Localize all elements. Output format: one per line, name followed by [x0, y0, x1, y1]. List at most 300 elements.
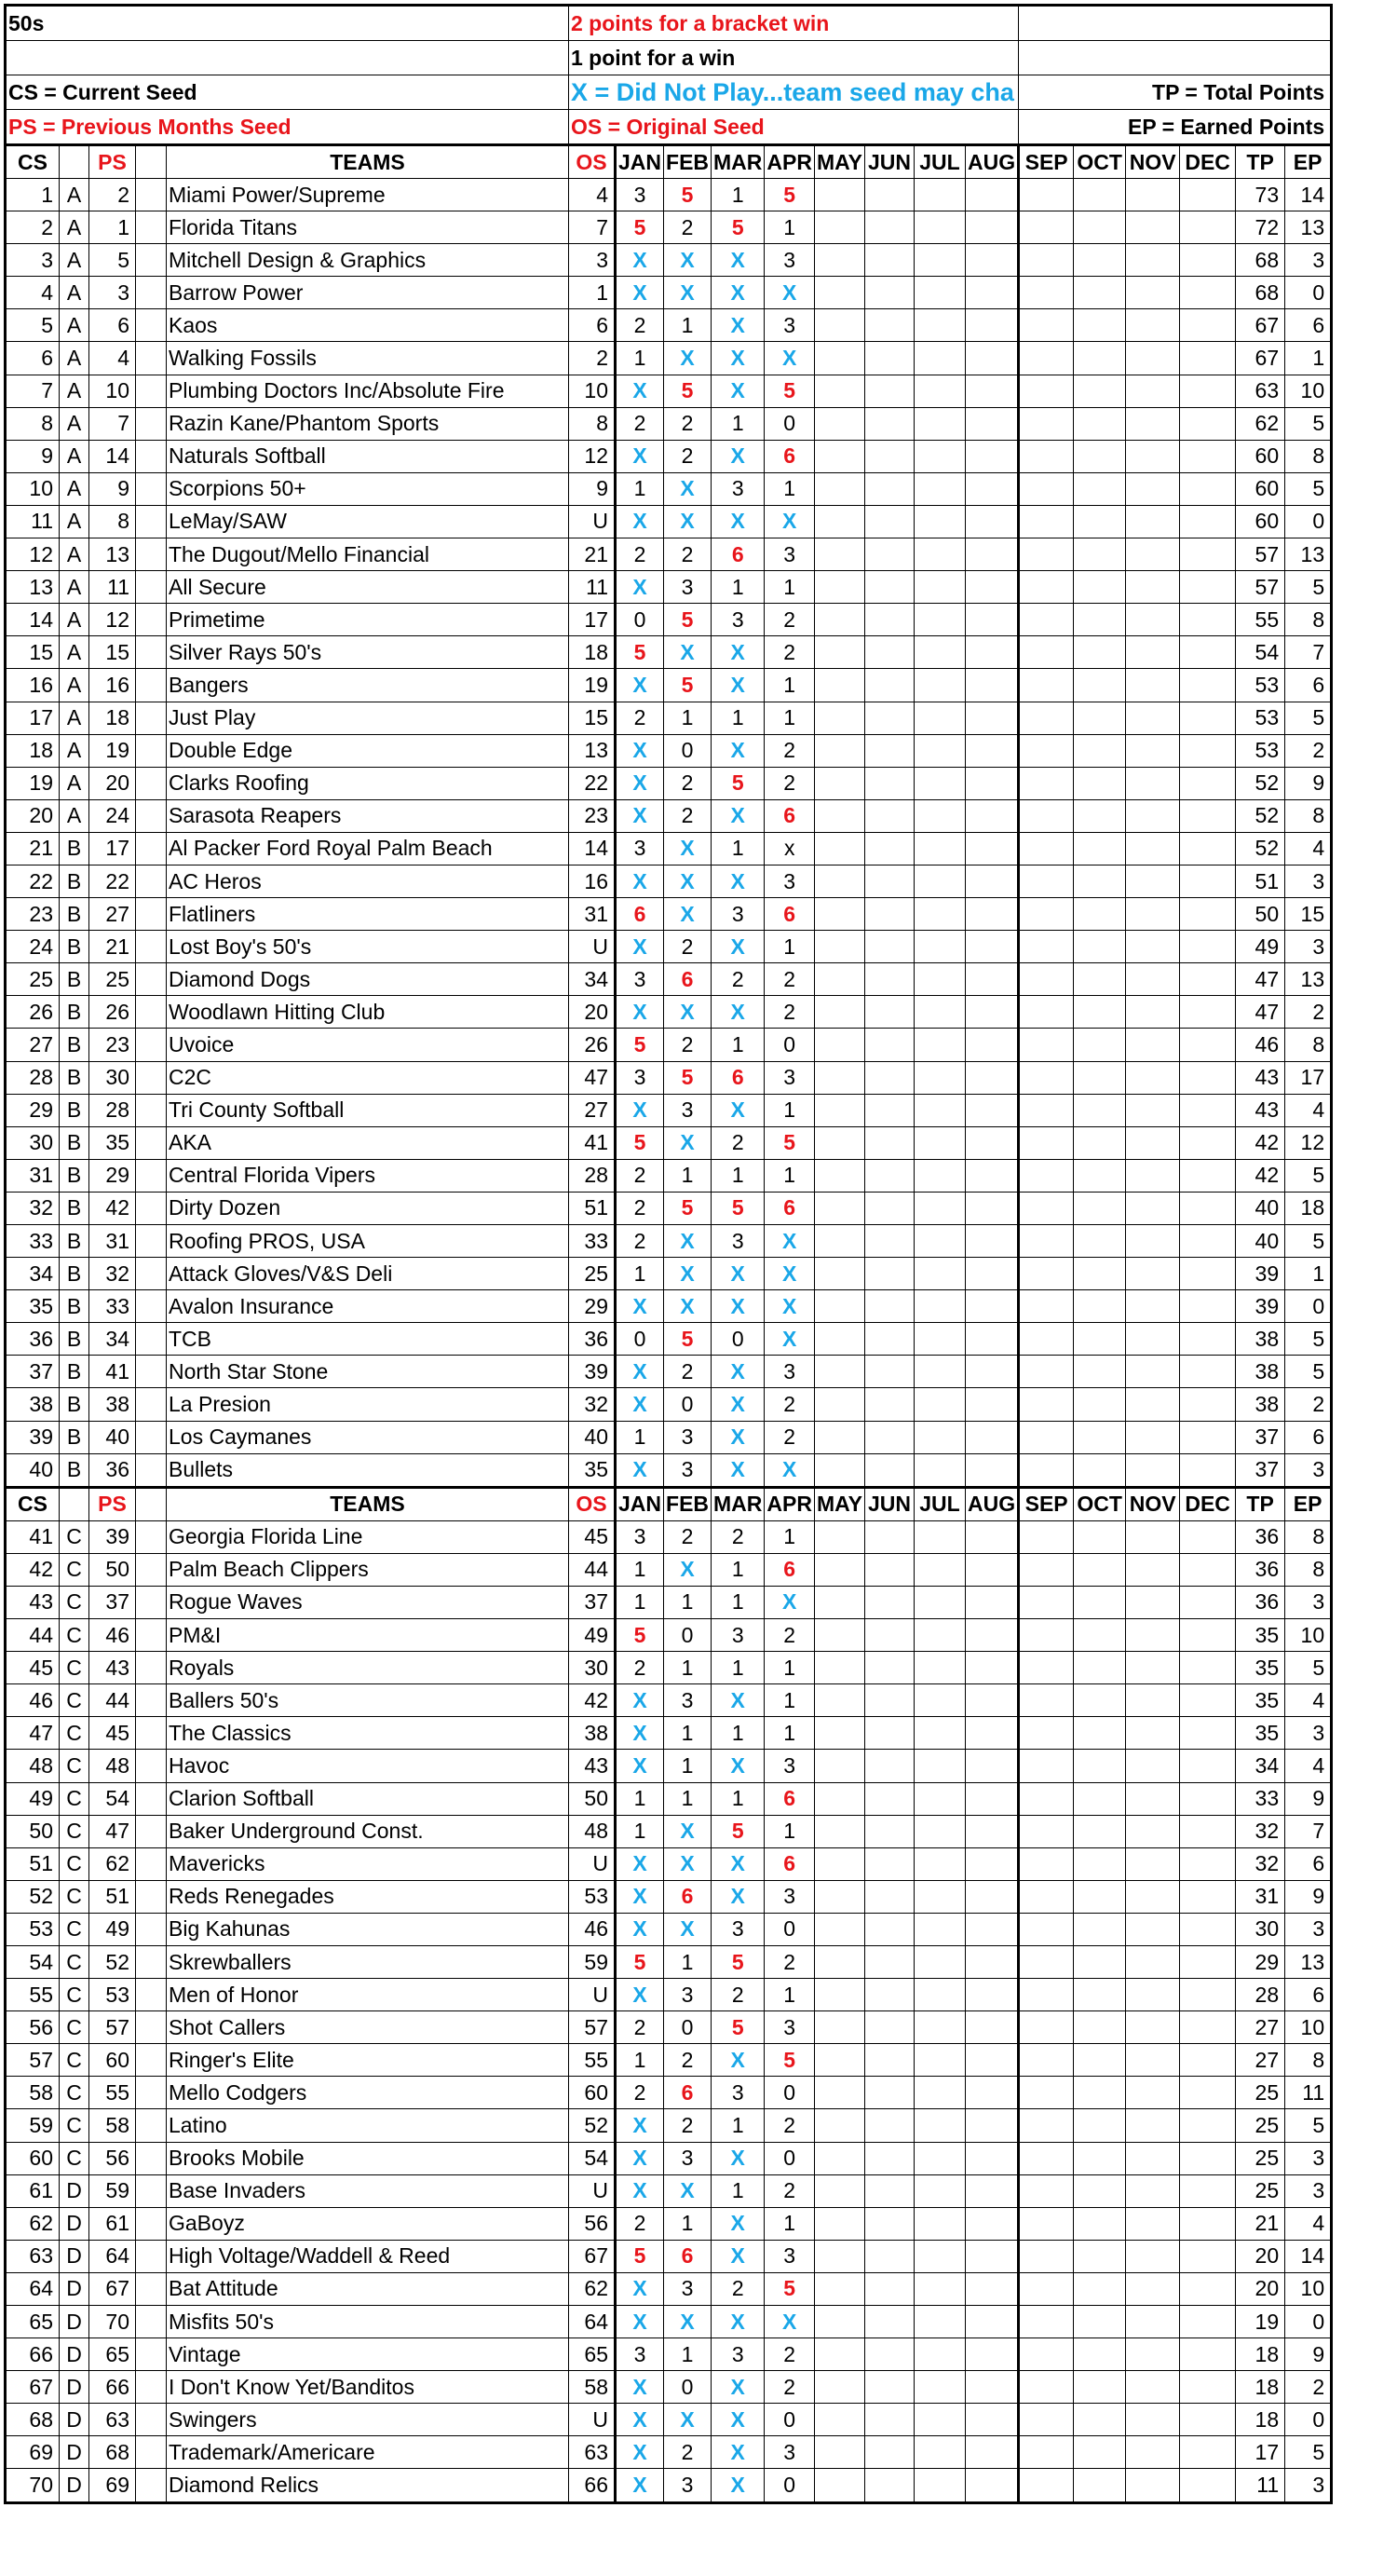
cell-ps: 60 [89, 2044, 136, 2077]
cell-apr: 2 [765, 2109, 815, 2142]
cell-ps: 31 [89, 1225, 136, 1258]
cell-apr: 1 [765, 1979, 815, 2011]
cell-oct [1074, 702, 1126, 734]
cell-sep [1019, 2371, 1074, 2404]
table-row [6, 1258, 1332, 1290]
cell-ep: 3 [1285, 1717, 1332, 1750]
cell-blank [136, 277, 167, 309]
table-row [6, 1945, 1332, 1978]
cell-cs: 60 [6, 2142, 60, 2174]
cell-ep: 5 [1285, 1159, 1332, 1192]
cell-jan: 3 [616, 832, 664, 865]
cell-may [814, 2338, 864, 2371]
cell-nov [1126, 1717, 1180, 1750]
cell-cs: 15 [6, 636, 60, 669]
cell-jul [914, 1323, 965, 1356]
cell-tp: 43 [1236, 1094, 1285, 1126]
cell-oct [1074, 1159, 1126, 1192]
cell-oct [1074, 1815, 1126, 1847]
cell-team: Scorpions 50+ [167, 472, 569, 505]
cell-os: 60 [569, 2077, 616, 2109]
cell-aug [965, 1029, 1018, 1061]
cell-feb: X [664, 2174, 712, 2207]
cell-blank [136, 636, 167, 669]
cell-may [814, 244, 864, 277]
cell-team: Roofing PROS, USA [167, 1225, 569, 1258]
table-row [6, 636, 1332, 669]
cell-cs: 62 [6, 2207, 60, 2240]
cell-aug [965, 1880, 1018, 1913]
cell-jan: 3 [616, 1061, 664, 1094]
cell-tp: 18 [1236, 2338, 1285, 2371]
cell-jul [914, 1913, 965, 1945]
cell-aug [965, 538, 1018, 571]
cell-tp: 49 [1236, 931, 1285, 963]
cell-jan: 5 [616, 211, 664, 244]
cell-blank [136, 604, 167, 636]
cell-div: C [60, 1750, 89, 1782]
cell-apr: X [765, 1586, 815, 1618]
cell-jan: X [616, 1356, 664, 1388]
cell-oct [1074, 1880, 1126, 1913]
cell-blank [136, 2272, 167, 2305]
cell-dec [1180, 2077, 1236, 2109]
cell-jan: 1 [616, 342, 664, 375]
cell-os: 38 [569, 1717, 616, 1750]
cell-cs: 21 [6, 832, 60, 865]
table-row [6, 1225, 1332, 1258]
cell-sep [1019, 898, 1074, 931]
cell-blank [136, 1323, 167, 1356]
cell-jun [864, 1290, 914, 1323]
cell-oct [1074, 440, 1126, 472]
cell-jan: X [616, 2371, 664, 2404]
cell-aug [965, 1388, 1018, 1421]
cell-oct [1074, 1652, 1126, 1684]
cell-blank [136, 963, 167, 996]
cell-oct [1074, 2077, 1126, 2109]
cell-apr: 3 [765, 2240, 815, 2272]
cell-jan: X [616, 1388, 664, 1421]
cell-team: Clarion Softball [167, 1782, 569, 1815]
cell-oct [1074, 2272, 1126, 2305]
cell-team: Florida Titans [167, 211, 569, 244]
cell-jul [914, 1979, 965, 2011]
cell-jan: 0 [616, 604, 664, 636]
cell-ep: 10 [1285, 1619, 1332, 1652]
cell-apr: 3 [765, 538, 815, 571]
cell-ps: 65 [89, 2338, 136, 2371]
table-row [6, 1684, 1332, 1717]
cell-os: 18 [569, 636, 616, 669]
table-row [6, 2077, 1332, 2109]
cell-oct [1074, 342, 1126, 375]
cell-div: A [60, 244, 89, 277]
cell-ep: 9 [1285, 2338, 1332, 2371]
cell-team: Lost Boy's 50's [167, 931, 569, 963]
standings-sheet [4, 4, 1333, 2504]
cell-mar: X [712, 1684, 765, 1717]
cell-ep: 5 [1285, 1652, 1332, 1684]
cell-oct [1074, 1290, 1126, 1323]
cell-jul [914, 832, 965, 865]
cell-may [814, 963, 864, 996]
cell-div: B [60, 963, 89, 996]
cell-dec [1180, 1159, 1236, 1192]
cell-team: Avalon Insurance [167, 1290, 569, 1323]
cell-mar: X [712, 636, 765, 669]
cell-jan: X [616, 2306, 664, 2338]
cell-jun [864, 2272, 914, 2305]
cell-apr: 1 [765, 1652, 815, 1684]
cell-tp: 40 [1236, 1192, 1285, 1224]
cell-os: 64 [569, 2306, 616, 2338]
cell-jan: X [616, 734, 664, 767]
cell-mar: X [712, 1094, 765, 1126]
cell-cs: 45 [6, 1652, 60, 1684]
cell-ep: 2 [1285, 734, 1332, 767]
cell-team: Mello Codgers [167, 2077, 569, 2109]
cell-nov [1126, 1029, 1180, 1061]
cell-ps: 25 [89, 963, 136, 996]
cell-feb: X [664, 832, 712, 865]
cell-mar: 2 [712, 1126, 765, 1159]
table-row [6, 669, 1332, 702]
cell-ep: 0 [1285, 1290, 1332, 1323]
cell-div: C [60, 1684, 89, 1717]
cell-sep [1019, 277, 1074, 309]
cell-sep [1019, 1619, 1074, 1652]
cell-cs: 19 [6, 767, 60, 799]
cell-dec [1180, 1880, 1236, 1913]
cell-oct [1074, 2142, 1126, 2174]
cell-apr: 6 [765, 1847, 815, 1880]
cell-sep [1019, 440, 1074, 472]
cell-jun [864, 1356, 914, 1388]
cell-jun [864, 2404, 914, 2436]
cell-ps: 13 [89, 538, 136, 571]
cell-ep: 5 [1285, 472, 1332, 505]
cell-ps: 43 [89, 1652, 136, 1684]
cell-dec [1180, 1586, 1236, 1618]
cell-div: B [60, 996, 89, 1029]
cell-dec [1180, 505, 1236, 538]
cell-oct [1074, 1586, 1126, 1618]
cell-apr: 2 [765, 2371, 815, 2404]
cell-tp: 50 [1236, 898, 1285, 931]
cell-jun [864, 375, 914, 407]
cell-blank [136, 1356, 167, 1388]
cell-mar: 6 [712, 1061, 765, 1094]
cell-os: 58 [569, 2371, 616, 2404]
cell-mar: 3 [712, 2338, 765, 2371]
cell-ep: 5 [1285, 407, 1332, 440]
cell-os: 20 [569, 996, 616, 1029]
cell-div: C [60, 1880, 89, 1913]
cell-ep: 0 [1285, 2306, 1332, 2338]
cell-jul [914, 1029, 965, 1061]
cell-may [814, 2207, 864, 2240]
cell-ep: 6 [1285, 669, 1332, 702]
cell-apr: 6 [765, 1192, 815, 1224]
cell-may [814, 1388, 864, 1421]
cell-div: A [60, 604, 89, 636]
cell-os: 1 [569, 277, 616, 309]
cell-mar: 1 [712, 702, 765, 734]
cell-aug [965, 767, 1018, 799]
cell-ep: 8 [1285, 604, 1332, 636]
cell-jul [914, 1225, 965, 1258]
cell-jul [914, 2306, 965, 2338]
cell-dec [1180, 1847, 1236, 1880]
cell-div: A [60, 734, 89, 767]
cell-sep [1019, 2436, 1074, 2469]
column-header: NOV [1126, 145, 1180, 179]
cell-may [814, 375, 864, 407]
cell-div: B [60, 1258, 89, 1290]
cell-may [814, 832, 864, 865]
cell-aug [965, 2142, 1018, 2174]
cell-dec [1180, 277, 1236, 309]
cell-mar: X [712, 1290, 765, 1323]
cell-blank [136, 1258, 167, 1290]
cell-jul [914, 734, 965, 767]
cell-os: 47 [569, 1061, 616, 1094]
cell-may [814, 1652, 864, 1684]
cell-blank [136, 1388, 167, 1421]
cell-ps: 50 [89, 1553, 136, 1586]
cell-oct [1074, 407, 1126, 440]
cell-jan: 1 [616, 1782, 664, 1815]
cell-jan: X [616, 669, 664, 702]
cell-feb: 1 [664, 309, 712, 342]
cell-may [814, 1979, 864, 2011]
cell-os: 37 [569, 1586, 616, 1618]
cell-blank [136, 505, 167, 538]
cell-ep: 5 [1285, 1356, 1332, 1388]
cell-cs: 59 [6, 2109, 60, 2142]
cell-div: D [60, 2272, 89, 2305]
table-row [6, 2469, 1332, 2502]
cell-cs: 52 [6, 1880, 60, 1913]
cell-jun [864, 1750, 914, 1782]
cell-jan: 6 [616, 898, 664, 931]
cell-cs: 51 [6, 1847, 60, 1880]
cell-dec [1180, 1652, 1236, 1684]
cell-mar: X [712, 931, 765, 963]
cell-jan: X [616, 2142, 664, 2174]
cell-may [814, 1290, 864, 1323]
cell-div: C [60, 2044, 89, 2077]
cell-may [814, 1094, 864, 1126]
cell-jul [914, 1684, 965, 1717]
cell-ep: 9 [1285, 1880, 1332, 1913]
cell-feb: 1 [664, 1717, 712, 1750]
cell-tp: 38 [1236, 1388, 1285, 1421]
cell-nov [1126, 1586, 1180, 1618]
cell-ep: 5 [1285, 2109, 1332, 2142]
cell-team: GaBoyz [167, 2207, 569, 2240]
cell-jul [914, 799, 965, 832]
column-header: PS [89, 1487, 136, 1520]
cell-feb: X [664, 505, 712, 538]
cell-mar: 3 [712, 1225, 765, 1258]
cell-mar: 2 [712, 1520, 765, 1553]
cell-blank [136, 898, 167, 931]
cell-sep [1019, 1553, 1074, 1586]
cell-ps: 51 [89, 1880, 136, 1913]
cell-blank [136, 375, 167, 407]
cell-jul [914, 472, 965, 505]
cell-may [814, 702, 864, 734]
cell-sep [1019, 1388, 1074, 1421]
cell-jan: 1 [616, 2044, 664, 2077]
cell-mar: X [712, 505, 765, 538]
cell-apr: 3 [765, 2011, 815, 2044]
cell-ps: 36 [89, 1453, 136, 1487]
cell-div: B [60, 1453, 89, 1487]
cell-tp: 30 [1236, 1913, 1285, 1945]
cell-sep [1019, 2044, 1074, 2077]
cell-nov [1126, 799, 1180, 832]
cell-aug [965, 1586, 1018, 1618]
cell-apr: 3 [765, 309, 815, 342]
cell-mar: 6 [712, 538, 765, 571]
cell-div: B [60, 1323, 89, 1356]
cell-may [814, 1619, 864, 1652]
cell-os: 42 [569, 1684, 616, 1717]
cell-div: A [60, 538, 89, 571]
cell-team: Diamond Relics [167, 2469, 569, 2502]
cell-ep: 13 [1285, 211, 1332, 244]
table-row [6, 931, 1332, 963]
cell-blank [136, 1453, 167, 1487]
cell-jan: X [616, 767, 664, 799]
cell-blank [136, 799, 167, 832]
cell-nov [1126, 2207, 1180, 2240]
cell-os: 10 [569, 375, 616, 407]
cell-cs: 35 [6, 1290, 60, 1323]
cell-jan: X [616, 375, 664, 407]
cell-team: The Dugout/Mello Financial [167, 538, 569, 571]
cell-blank [136, 996, 167, 1029]
cell-dec [1180, 309, 1236, 342]
cell-blank [136, 2436, 167, 2469]
cell-may [814, 538, 864, 571]
cell-ep: 3 [1285, 1913, 1332, 1945]
table-row [6, 440, 1332, 472]
cell-div: B [60, 1388, 89, 1421]
cell-jan: X [616, 571, 664, 604]
cell-cs: 26 [6, 996, 60, 1029]
cell-aug [965, 277, 1018, 309]
cell-feb: 5 [664, 375, 712, 407]
cell-team: Clarks Roofing [167, 767, 569, 799]
cell-sep [1019, 2142, 1074, 2174]
cell-apr: 1 [765, 211, 815, 244]
cell-team: Los Caymanes [167, 1421, 569, 1453]
cell-nov [1126, 1323, 1180, 1356]
cell-dec [1180, 1553, 1236, 1586]
cell-os: 59 [569, 1945, 616, 1978]
cell-aug [965, 407, 1018, 440]
cell-nov [1126, 2404, 1180, 2436]
column-header: AUG [965, 1487, 1018, 1520]
cell-sep [1019, 1880, 1074, 1913]
cell-ps: 57 [89, 2011, 136, 2044]
cell-blank [136, 1029, 167, 1061]
cell-tp: 25 [1236, 2142, 1285, 2174]
cell-mar: X [712, 440, 765, 472]
table-row [6, 1815, 1332, 1847]
cell-jul [914, 1126, 965, 1159]
cell-apr: 5 [765, 179, 815, 211]
cell-dec [1180, 2469, 1236, 2502]
cell-tp: 47 [1236, 963, 1285, 996]
cell-mar: 1 [712, 2174, 765, 2207]
cell-mar: 3 [712, 898, 765, 931]
tp-legend: TP = Total Points [1019, 75, 1332, 110]
cell-jan: 3 [616, 1520, 664, 1553]
cell-ep: 6 [1285, 1979, 1332, 2011]
cell-nov [1126, 832, 1180, 865]
cell-jun [864, 702, 914, 734]
cell-dec [1180, 1717, 1236, 1750]
cell-blank [136, 1094, 167, 1126]
cell-team: Woodlawn Hitting Club [167, 996, 569, 1029]
cell-may [814, 799, 864, 832]
cell-tp: 25 [1236, 2109, 1285, 2142]
cell-ep: 3 [1285, 1453, 1332, 1487]
cell-feb: 5 [664, 1192, 712, 1224]
cell-sep [1019, 2077, 1074, 2109]
cell-cs: 16 [6, 669, 60, 702]
cell-blank [136, 1913, 167, 1945]
cell-os: 29 [569, 1290, 616, 1323]
cell-feb: X [664, 1815, 712, 1847]
cell-jun [864, 1520, 914, 1553]
cell-jul [914, 865, 965, 897]
cell-os: 33 [569, 1225, 616, 1258]
cell-nov [1126, 1553, 1180, 1586]
cell-aug [965, 931, 1018, 963]
cell-blank [136, 2044, 167, 2077]
cell-jul [914, 407, 965, 440]
table-row [6, 375, 1332, 407]
cell-tp: 60 [1236, 472, 1285, 505]
cell-jul [914, 1061, 965, 1094]
cell-mar: X [712, 2044, 765, 2077]
cell-aug [965, 1225, 1018, 1258]
cell-dec [1180, 832, 1236, 865]
cell-sep [1019, 1126, 1074, 1159]
cell-dec [1180, 963, 1236, 996]
cell-os: 48 [569, 1815, 616, 1847]
cell-oct [1074, 2044, 1126, 2077]
cell-ep: 4 [1285, 1094, 1332, 1126]
cell-tp: 38 [1236, 1356, 1285, 1388]
table-row [6, 277, 1332, 309]
cell-nov [1126, 1094, 1180, 1126]
cell-oct [1074, 1619, 1126, 1652]
cell-mar: 1 [712, 2109, 765, 2142]
cell-jun [864, 179, 914, 211]
cell-team: Al Packer Ford Royal Palm Beach [167, 832, 569, 865]
cell-jan: 3 [616, 2338, 664, 2371]
cell-tp: 52 [1236, 767, 1285, 799]
cell-jul [914, 2142, 965, 2174]
cell-blank [136, 1880, 167, 1913]
